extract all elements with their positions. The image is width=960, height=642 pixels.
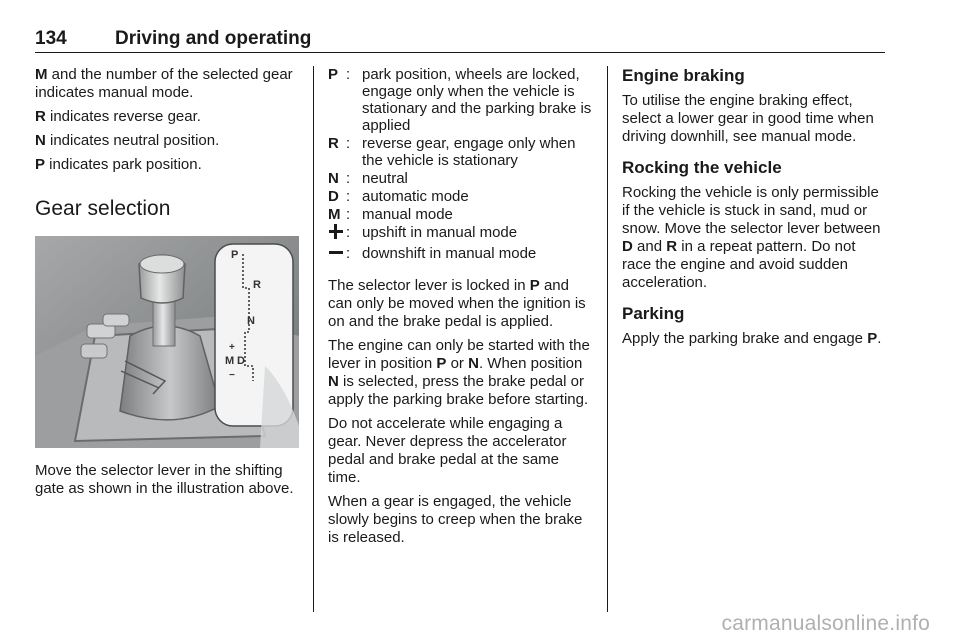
gate-label-n: N: [247, 315, 255, 327]
legend-row: N : neutral: [328, 170, 592, 187]
gear-lever-illustration: [35, 236, 299, 448]
gate-label-d: D: [237, 355, 245, 367]
gate-label-r: R: [253, 279, 261, 291]
engine-braking-heading: Engine braking: [622, 66, 745, 85]
gear-selection-heading: Gear selection: [35, 197, 171, 220]
intro-neutral: N indicates neutral position.: [35, 132, 220, 149]
watermark[interactable]: carmanualsonline.info: [721, 612, 930, 635]
legend-key: R: [328, 135, 339, 152]
page-number: 134: [35, 28, 67, 49]
gate-label-minus: −: [229, 370, 235, 381]
minus-icon: [328, 245, 344, 261]
legend-desc: park position, wheels are locked, engage only when the vehicle is stationary and the parking brake is applied: [362, 66, 592, 134]
engine-braking-text: To utilise the engine braking effect, select a lower gear in good time when driving downhill, see manual mode.: [622, 92, 874, 145]
legend-desc: automatic mode: [362, 188, 469, 205]
column-divider: [607, 66, 608, 612]
column-3: [622, 66, 888, 354]
legend-key: P: [328, 66, 339, 83]
gate-label-m: M: [225, 355, 235, 367]
legend-row: R : reverse gear, engage only when the vehicle is stationary: [328, 135, 592, 169]
illustration-caption: Move the selector lever in the shifting gate as shown in the illustration above.: [35, 462, 294, 497]
legend-desc: manual mode: [362, 206, 453, 223]
legend-key: N: [328, 170, 339, 187]
legend-row: M : manual mode: [328, 206, 592, 223]
legend-desc: downshift in manual mode: [362, 245, 537, 262]
legend-row: : downshift in manual mode: [328, 245, 592, 265]
plus-icon: [328, 224, 344, 240]
legend-desc: neutral: [362, 170, 408, 187]
legend-key: M: [328, 206, 341, 223]
intro-manual-mode: M and the number of the selected gear indicates manual mode.: [35, 66, 293, 101]
paragraph-engine-start: The engine can only be started with the lever in position P or N. When position N is selected, press the brake pedal or apply the parking brake before starting.: [328, 337, 590, 408]
intro-park: P indicates park position.: [35, 156, 202, 173]
section-title: Driving and operating: [115, 28, 312, 49]
column-divider: [313, 66, 314, 612]
gear-legend: [328, 66, 592, 265]
legend-desc: upshift in manual mode: [362, 224, 518, 241]
paragraph-do-not-accelerate: Do not accelerate while engaging a gear. Never depress the accelerator pedal and brake pedal at the same time.: [328, 415, 567, 486]
page-header: [35, 28, 885, 53]
gear-lever-svg: [35, 236, 299, 448]
rocking-text: Rocking the vehicle is only permissible if the vehicle is stuck in sand, mud or snow. Move the selector lever between D and R in a repeat pattern. Do not race the engine and avoid sudden acceleration.: [622, 184, 881, 291]
legend-row: D : automatic mode: [328, 188, 592, 205]
gate-label-plus: +: [229, 342, 235, 353]
gate-label-p: P: [231, 249, 239, 261]
legend-key: D: [328, 188, 339, 205]
legend-row: P : park position, wheels are locked, engage only when the vehicle is stationary and the parking brake is applied: [328, 66, 592, 134]
column-2: [328, 66, 592, 553]
intro-reverse: R indicates reverse gear.: [35, 108, 201, 125]
legend-desc: reverse gear, engage only when the vehicle is stationary: [362, 135, 576, 169]
legend-row: : upshift in manual mode: [328, 224, 592, 244]
paragraph-lever-locked: The selector lever is locked in P and can only be moved when the ignition is on and the brake pedal is applied.: [328, 277, 586, 330]
rocking-heading: Rocking the vehicle: [622, 158, 782, 177]
paragraph-creep: When a gear is engaged, the vehicle slowly begins to creep when the brake is released.: [328, 493, 583, 546]
parking-text: Apply the parking brake and engage P.: [622, 330, 882, 347]
column-1: [35, 66, 299, 504]
parking-heading: Parking: [622, 304, 685, 323]
